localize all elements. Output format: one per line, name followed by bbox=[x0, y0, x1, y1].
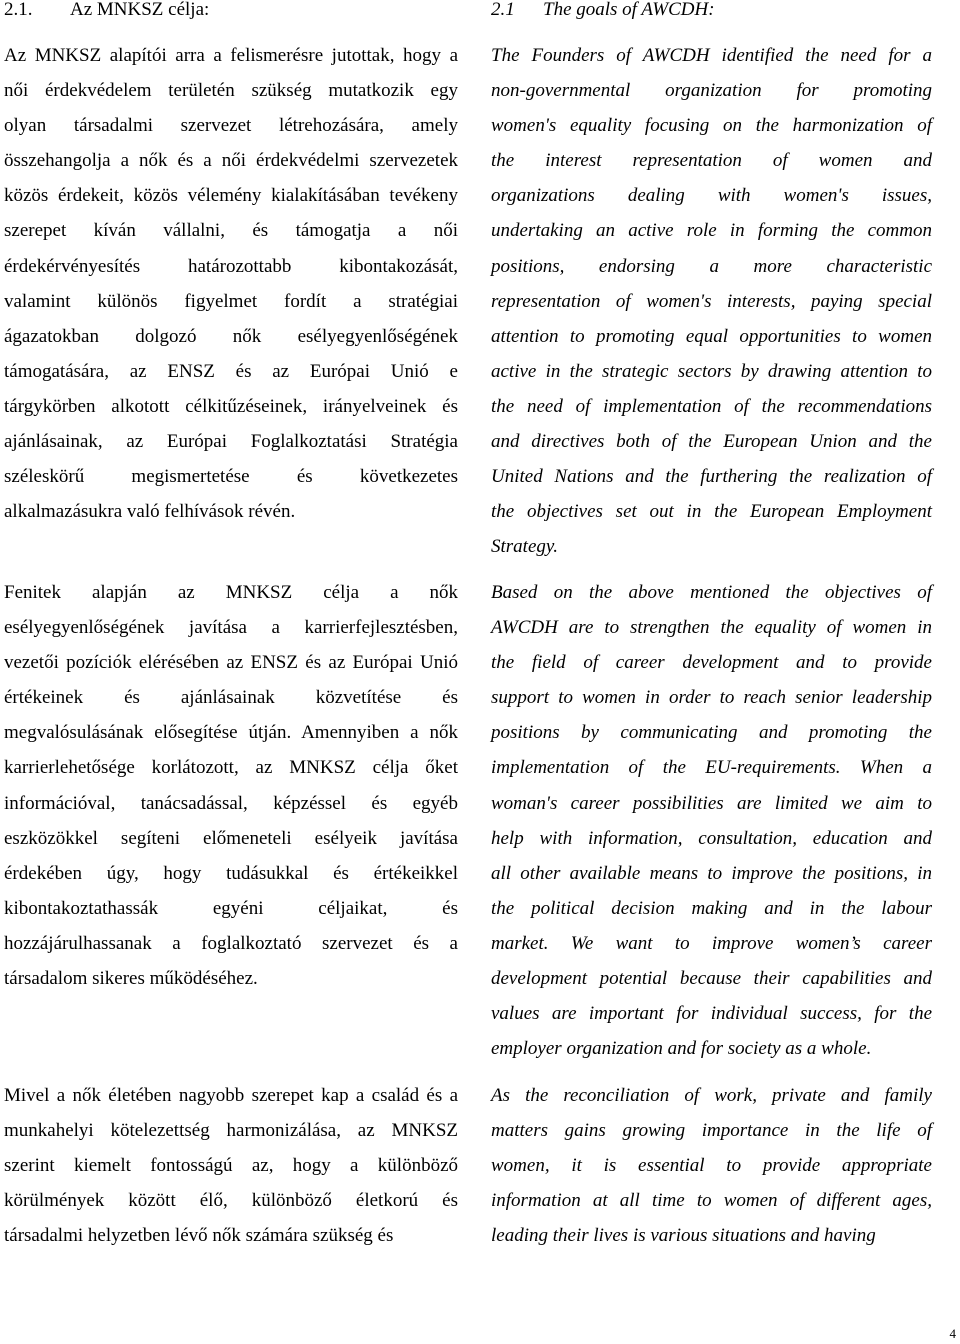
paragraph-en-1-line: positions, endorsing a more characteristic bbox=[491, 255, 932, 277]
paragraph-hu-1-line: érdekérvényesítés határozottabb kibontakozását, bbox=[4, 255, 458, 277]
paragraph-hu-2-line: értékeinek és ajánlásainak közvetítése és bbox=[4, 687, 458, 709]
paragraph-en-2-line: all other available means to improve the positions, in bbox=[491, 862, 932, 884]
paragraph-hu-1 bbox=[4, 38, 458, 529]
paragraph-en-3-line: women, it is essential to provide appropriate bbox=[491, 1155, 932, 1177]
section-number-hu: 2.1. bbox=[4, 0, 33, 20]
paragraph-en-3-line: leading their lives is various situations and having bbox=[491, 1225, 876, 1247]
paragraph-hu-2-line: eszközökkel segíteni előmeneteli esélyeik javítása bbox=[4, 827, 458, 849]
paragraph-hu-1-line: közös érdekeit, közös vélemény kialakításában tevékeny bbox=[4, 185, 458, 207]
paragraph-hu-1-line: támogatására, az ENSZ és az Európai Unió e bbox=[4, 360, 458, 382]
section-heading-en bbox=[491, 0, 715, 20]
paragraph-en-1-line: non-governmental organization for promoting bbox=[491, 80, 932, 102]
paragraph-hu-1-line: tárgykörben alkotott célkitűzéseinek, irányelveinek és bbox=[4, 395, 458, 417]
paragraph-hu-3-line: szerint kiemelt fontosságú az, hogy a különböző bbox=[4, 1155, 458, 1177]
paragraph-en-1-line: Strategy. bbox=[491, 536, 559, 558]
paragraph-en-3-line: information at all time to women of different ages, bbox=[491, 1190, 932, 1212]
paragraph-hu-2-line: Fenitek alapján az MNKSZ célja a nők bbox=[4, 582, 458, 603]
paragraph-en-1-line: women's equality focusing on the harmonization of bbox=[491, 115, 932, 137]
paragraph-hu-1-line: szerepet kíván vállalni, és támogatja a női bbox=[4, 220, 458, 242]
paragraph-en-2 bbox=[491, 575, 932, 1066]
paragraph-en-1-line: United Nations and the furthering the realization of bbox=[491, 466, 932, 488]
paragraph-en-1-line: attention to promoting equal opportunities to women bbox=[491, 325, 932, 347]
paragraph-en-1-line: representation of women's interests, paying special bbox=[491, 290, 932, 312]
paragraph-en-2-line: implementation of the EU-requirements. When a bbox=[491, 757, 932, 779]
paragraph-hu-1-line: ajánlásainak, az Európai Foglalkoztatási Stratégia bbox=[4, 431, 458, 453]
paragraph-hu-2 bbox=[4, 575, 458, 996]
paragraph-en-2-line: help with information, consultation, education and bbox=[491, 827, 932, 849]
page-number: 4 bbox=[949, 1326, 956, 1341]
paragraph-hu-2-line: információval, tanácsadással, képzéssel és egyéb bbox=[4, 792, 458, 814]
paragraph-hu-2-line: megvalósulásának elősegítése útján. Amennyiben a nők bbox=[4, 722, 458, 744]
paragraph-en-1-line: The Founders of AWCDH identified the need for a bbox=[491, 45, 932, 66]
paragraph-hu-2-line: hozzájárulhassanak a foglalkoztató szervezet és a bbox=[4, 932, 458, 954]
paragraph-hu-2-line: vezetői pozíciók elérésében az ENSZ és az Európai Unió bbox=[4, 652, 458, 674]
paragraph-en-1-line: active in the strategic sectors by drawing attention to bbox=[491, 360, 932, 382]
paragraph-en-3 bbox=[491, 1078, 932, 1253]
section-title-hu: Az MNKSZ célja: bbox=[70, 0, 210, 20]
paragraph-en-2-line: values are important for individual success, for the bbox=[491, 1003, 932, 1025]
paragraph-hu-1-line: Az MNKSZ alapítói arra a felismerésre jutottak, hogy a bbox=[4, 45, 458, 66]
paragraph-hu-1-line: női érdekvédelem területén szükség mutatkozik egy bbox=[4, 80, 458, 102]
paragraph-hu-2-line: esélyegyenlőségének javítása a karrierfejlesztésben, bbox=[4, 617, 458, 639]
paragraph-en-1 bbox=[491, 38, 932, 564]
paragraph-en-1-line: and directives both of the European Union and the bbox=[491, 431, 932, 453]
paragraph-hu-1-line: széleskörű megismertetése és következetes bbox=[4, 466, 458, 488]
paragraph-en-1-line: the interest representation of women and bbox=[491, 150, 932, 172]
paragraph-hu-3-line: körülmények között élő, különböző életkorú és bbox=[4, 1190, 458, 1212]
section-title-en: The goals of AWCDH: bbox=[543, 0, 715, 20]
paragraph-hu-3 bbox=[4, 1078, 458, 1253]
paragraph-hu-2-line: kibontakoztathassák egyéni céljaikat, és bbox=[4, 897, 458, 919]
paragraph-en-2-line: Based on the above mentioned the objectives of bbox=[491, 582, 932, 603]
section-heading-hu bbox=[4, 0, 209, 20]
paragraph-hu-1-line: alkalmazásukra való felhívások révén. bbox=[4, 501, 296, 523]
paragraph-hu-2-line: érdekében úgy, hogy tudásukkal és értékeikkel bbox=[4, 862, 458, 884]
paragraph-en-2-line: the field of career development and to provide bbox=[491, 652, 932, 674]
paragraph-en-2-line: market. We want to improve women’s career bbox=[491, 932, 932, 954]
paragraph-en-1-line: the objectives set out in the European Employment bbox=[491, 501, 932, 523]
paragraph-hu-2-line: karrierlehetősége korlátozott, az MNKSZ célja őket bbox=[4, 757, 458, 779]
paragraph-hu-1-line: olyan társadalmi szervezet létrehozására, amely bbox=[4, 115, 458, 137]
paragraph-en-2-line: AWCDH are to strengthen the equality of women in bbox=[491, 617, 932, 639]
paragraph-en-3-line: As the reconciliation of work, private and family bbox=[491, 1085, 932, 1106]
paragraph-en-2-line: development potential because their capabilities and bbox=[491, 968, 932, 990]
paragraph-en-2-line: positions by communicating and promoting the bbox=[491, 722, 932, 744]
paragraph-en-1-line: organizations dealing with women's issues, bbox=[491, 185, 932, 207]
paragraph-hu-3-line: társadalmi helyzetben lévő nők számára szükség és bbox=[4, 1225, 394, 1247]
paragraph-hu-1-line: ágazatokban dolgozó nők esélyegyenlőségének bbox=[4, 325, 458, 347]
paragraph-hu-2-line: társadalom sikeres működéséhez. bbox=[4, 968, 258, 990]
paragraph-hu-1-line: összehangolja a nők és a női érdekvédelmi szervezetek bbox=[4, 150, 458, 172]
section-number-en: 2.1 bbox=[491, 0, 515, 20]
paragraph-en-1-line: undertaking an active role in forming the common bbox=[491, 220, 932, 242]
paragraph-hu-3-line: Mivel a nők életében nagyobb szerepet kap a család és a bbox=[4, 1085, 458, 1106]
paragraph-en-2-line: employer organization and for society as a whole. bbox=[491, 1038, 872, 1060]
paragraph-en-1-line: the need of implementation of the recommendations bbox=[491, 395, 932, 417]
paragraph-en-2-line: woman's career possibilities are limited we aim to bbox=[491, 792, 932, 814]
paragraph-hu-3-line: munkahelyi kötelezettség harmonizálása, az MNKSZ bbox=[4, 1120, 458, 1142]
paragraph-hu-1-line: valamint különös figyelmet fordít a stratégiai bbox=[4, 290, 458, 312]
paragraph-en-2-line: support to women in order to reach senior leadership bbox=[491, 687, 932, 709]
paragraph-en-3-line: matters gains growing importance in the life of bbox=[491, 1120, 932, 1142]
paragraph-en-2-line: the political decision making and in the labour bbox=[491, 897, 932, 919]
